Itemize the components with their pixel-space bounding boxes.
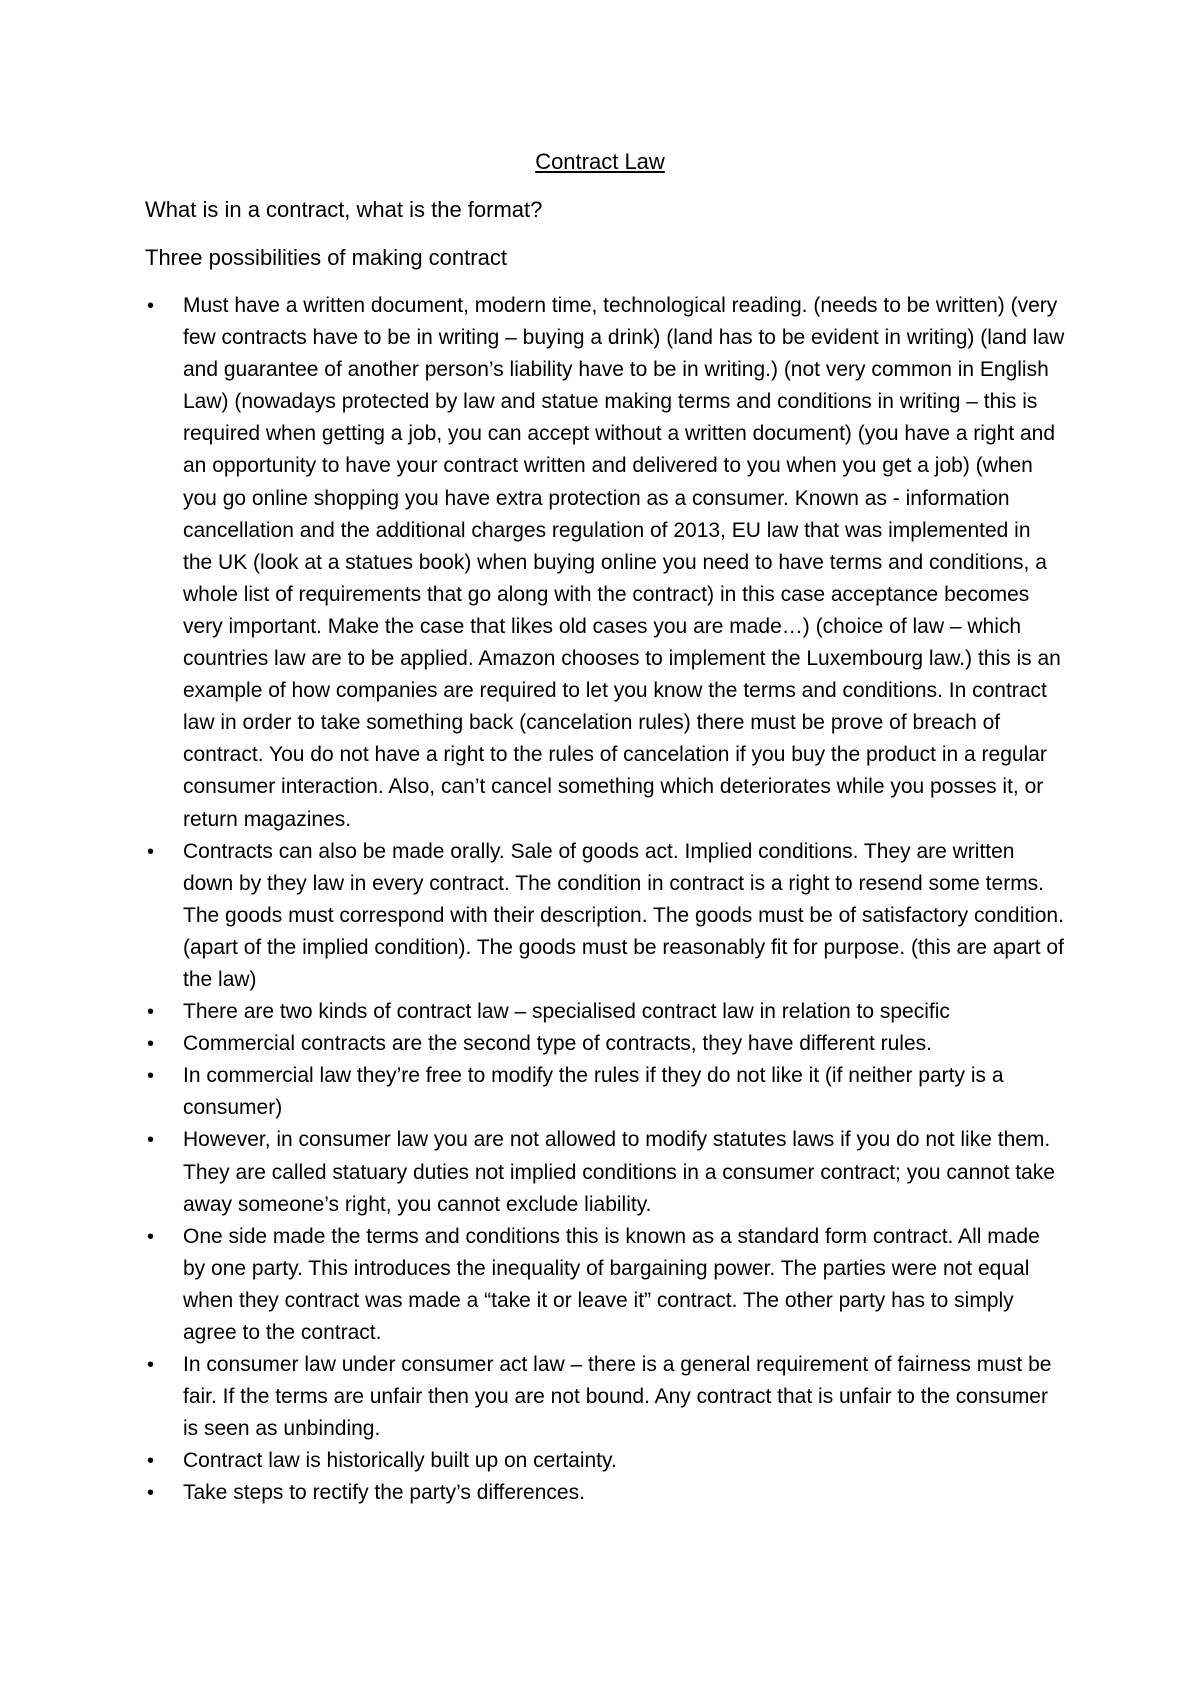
list-item-text: One side made the terms and conditions this is known as a standard form contract. All made by one party. This introduces the inequality of bargaining power. The parties were not equal when they contract was made a “take it or leave it” contract. The other party has to simply agree to the contract. [183,1224,1040,1344]
list-item [145,996,1065,1028]
list-item [145,1349,1065,1445]
list-item [145,1477,1065,1509]
list-item [145,1124,1065,1220]
bullet-icon: • [147,1129,155,1152]
bullet-icon: • [147,295,155,317]
list-item-text: There are two kinds of contract law – specialised contract law in relation to specific [183,1000,950,1024]
list-item-text: Commercial contracts are the second type of contracts, they have different rules. [183,1032,932,1056]
list-item-text: Take steps to rectify the party’s differences. [183,1481,585,1505]
question-paragraph: What is in a contract, what is the format? [145,197,543,222]
bullet-list [145,290,1065,1510]
bullet-icon: • [147,1001,155,1024]
list-item [145,1028,1065,1060]
list-item [145,1221,1065,1349]
bullet-icon: • [147,1065,155,1088]
list-item-text: In commercial law they’re free to modify the rules if they do not like it (if neither party is a consumer) [183,1064,1004,1120]
bullet-icon: • [147,1482,155,1505]
list-item [145,1060,1065,1124]
list-item-text: In consumer law under consumer act law – there is a general requirement of fairness must be fair. If the terms are unfair then you are not bound. Any contract that is unfair to the consumer is seen as unbinding. [183,1353,1052,1441]
list-item-text: Contracts can also be made orally. Sale of goods act. Implied conditions. They are written down by they law in every contract. The condition in contract is a right to resend some terms. The goods must correspond with their description. The goods must be of satisfactory condition. (apart of the implied condition). The goods must be reasonably fit for purpose. (this are apart of the law) [183,839,1064,991]
bullet-icon: • [147,840,155,863]
bullet-icon: • [147,1354,155,1377]
bullet-icon: • [147,1450,155,1473]
page-title: Contract Law [535,149,665,174]
list-item [145,836,1065,996]
list-item-text: Must have a written document, modern time, technological reading. (needs to be written) (very few contracts have to be in writing – buying a drink) (land has to be evident in writing) (land law and guarantee of another person’s liability have to be in writing.) (not very common in English Law) (nowadays protected by law and statue making terms and conditions in writing – this is required when getting a job, you can accept without a written document) (you have a right and an opportunity to have your contract written and delivered to you when you get a job) (when you go online shopping you have extra protection as a consumer. Known as - information cancellation and the additional charges regulation of 2013, EU law that was implemented in the UK (look at a statues book) when buying online you need to have terms and conditions, a whole list of requirements that go along with the contract) in this case acceptance becomes very important. Make the case that likes old cases you are made…) (choice of law – which countries law are to be applied. Amazon chooses to implement the Luxembourg law.) this is an example of how companies are required to let you know the terms and conditions. In contract law in order to take something back (cancelation rules) there must be prove of breach of contract. You do not have a right to the rules of cancelation if you buy the product in a regular consumer interaction. Also, can’t cancel something which deteriorates while you posses it, or return magazines. [183,294,1065,831]
list-item [145,290,1065,836]
list-item-text: Contract law is historically built up on certainty. [183,1449,617,1473]
intro-paragraph: Three possibilities of making contract [145,245,507,270]
list-item [145,1445,1065,1477]
bullet-icon: • [147,1033,155,1056]
bullet-icon: • [147,1225,155,1248]
list-item-text: However, in consumer law you are not allowed to modify statutes laws if you do not like them. They are called statuary duties not implied conditions in a consumer contract; you cannot take away someone’s right, you cannot exclude liability. [183,1128,1055,1216]
